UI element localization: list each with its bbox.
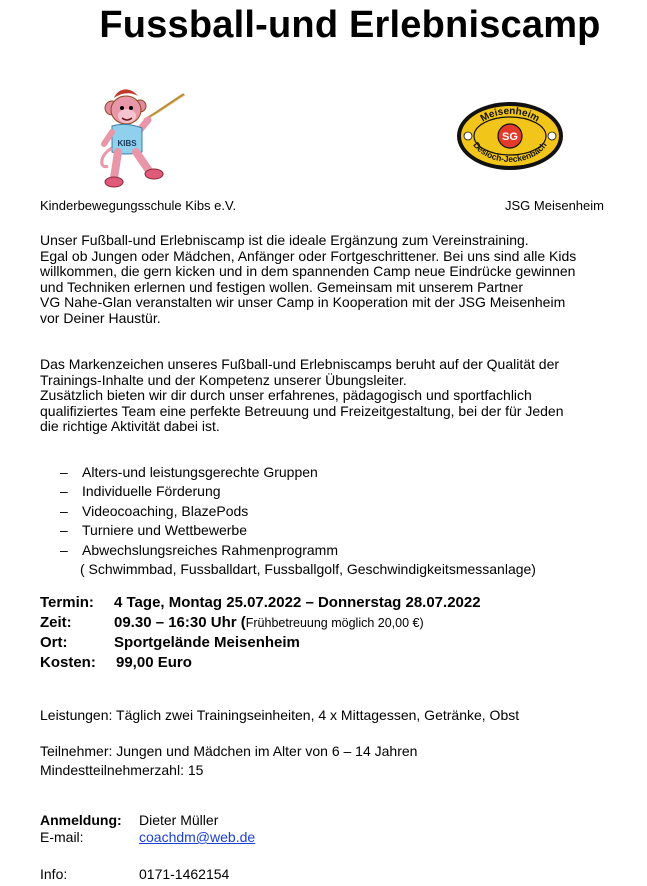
intro-line: und Techniken erlernen und festigen wollen. Gemeinsam mit unserem Partner xyxy=(40,278,523,295)
badge-top-text: Meisenheim xyxy=(478,105,542,125)
club-badge-icon xyxy=(455,100,565,172)
ort-row xyxy=(40,633,640,653)
dash-bullet: – xyxy=(60,464,68,480)
ort-label: Ort: xyxy=(40,634,68,652)
ort-value: Sportgelände Meisenheim xyxy=(114,634,300,652)
anmeldung-row xyxy=(40,812,640,829)
monkey-mascot-icon xyxy=(100,86,190,190)
termin-row xyxy=(40,593,640,613)
email-row xyxy=(40,829,640,846)
zeit-paren: ( xyxy=(240,613,246,631)
event-details xyxy=(40,593,640,672)
dash-bullet: – xyxy=(60,541,68,558)
kosten-row xyxy=(40,653,640,673)
dash-bullet: – xyxy=(60,522,68,539)
quality-line: Trainings-Inhalte und der Kompetenz unserer Übungsleiter. xyxy=(40,371,407,388)
list-item xyxy=(60,521,640,540)
intro-line: Egal ob Jungen oder Mädchen, Anfänger oder Fortgeschrittener. Bei uns sind alle Kids xyxy=(40,247,577,264)
info-value: 0171-1462154 xyxy=(139,866,230,882)
kosten-label: Kosten: xyxy=(40,653,96,671)
intro-line: VG Nahe-Glan veranstalten wir unser Camp in Kooperation mit der JSG Meisenheim xyxy=(40,294,566,311)
list-item-label: Individuelle Förderung xyxy=(82,483,221,500)
feature-list xyxy=(60,463,640,579)
leistungen-text: Leistungen: Täglich zwei Trainingseinheiten, 4 x Mittagessen, Getränke, Obst xyxy=(40,707,520,723)
intro-line: Unser Fußball-und Erlebniscamp ist die ideale Ergänzung zum Vereinstraining. xyxy=(40,232,529,248)
dash-bullet: – xyxy=(60,502,68,519)
right-logo-caption: JSG Meisenheim xyxy=(505,198,604,213)
intro-line: vor Deiner Haustür. xyxy=(40,309,161,326)
dash-bullet: – xyxy=(60,483,68,500)
list-item xyxy=(60,482,640,501)
list-item-label: Alters-und leistungsgerechte Gruppen xyxy=(82,464,318,480)
info-row xyxy=(40,866,640,883)
quality-line: die richtige Aktivität dabei ist. xyxy=(40,418,220,435)
list-note: ( Schwimmbad, Fussballdart, Fussballgolf, Geschwindigkeitsmessanlage) xyxy=(80,561,536,578)
email-link[interactable]: coachdm@web.de xyxy=(139,829,256,845)
intro-paragraph xyxy=(40,233,640,327)
contact-block xyxy=(40,812,640,846)
quality-line: Das Markenzeichen unseres Fußball-und Erlebniscamps beruht auf der Qualität der xyxy=(40,356,560,372)
mindest-text: Mindestteilnehmerzahl: 15 xyxy=(40,762,204,778)
zeit-value: 09.30 – 16:30 Uhr xyxy=(114,613,237,631)
list-item xyxy=(60,463,640,482)
list-item-label: Abwechslungsreiches Rahmenprogramm xyxy=(82,541,339,558)
zeit-row xyxy=(40,613,640,634)
quality-line: Zusätzlich bieten wir dir durch unser erfahrenes, pädagogisch und sportfachlich xyxy=(40,387,532,404)
kibs-badge-text: KIBS xyxy=(117,139,137,148)
anmeldung-value: Dieter Müller xyxy=(139,812,219,828)
zeit-note: Frühbetreuung möglich 20,00 €) xyxy=(245,615,424,630)
left-logo-caption: Kinderbewegungsschule Kibs e.V. xyxy=(40,198,237,213)
list-item xyxy=(60,541,640,560)
kosten-value: 99,00 Euro xyxy=(116,653,192,671)
badge-center-text: SG xyxy=(502,131,518,143)
termin-label: Termin: xyxy=(40,594,94,611)
badge-bottom-text: Desloch-Jeckenbach xyxy=(471,139,549,165)
info-label: Info: xyxy=(40,866,68,882)
list-item-label: Turniere und Wettbewerbe xyxy=(82,522,247,539)
termin-value: 4 Tage, Montag 25.07.2022 – Donnerstag 28.07.2022 xyxy=(114,594,481,611)
zeit-label: Zeit: xyxy=(40,613,72,631)
list-item xyxy=(60,502,640,521)
quality-line: qualifiziertes Team eine perfekte Betreuung und Freizeitgestaltung, bei der für Jeden xyxy=(40,402,564,419)
quality-paragraph xyxy=(40,357,640,435)
email-label: E-mail: xyxy=(40,829,84,845)
teilnehmer-text: Teilnehmer: Jungen und Mädchen im Alter von 6 – 14 Jahren xyxy=(40,743,418,759)
anmeldung-label: Anmeldung: xyxy=(40,812,122,828)
list-item-label: Videocoaching, BlazePods xyxy=(82,502,249,519)
intro-line: willkommen, die gern kicken und in dem spannenden Camp neue Eindrücke gewinnen xyxy=(40,263,576,280)
page-title: Fussball-und Erlebniscamp xyxy=(99,4,601,46)
